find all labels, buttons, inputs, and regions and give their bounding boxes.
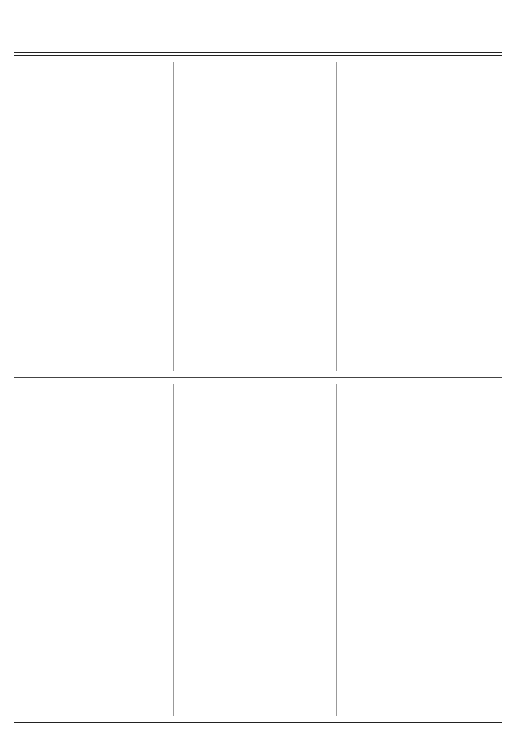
- article-column: [180, 62, 330, 371]
- column-divider: [173, 62, 174, 371]
- article-column: [180, 384, 330, 716]
- column-divider: [336, 62, 337, 371]
- article-column: [18, 384, 168, 716]
- footer-rule: [14, 722, 502, 723]
- article-column: [18, 62, 168, 371]
- lower-tier: [18, 384, 498, 716]
- column-divider: [173, 384, 174, 716]
- article-column: [343, 384, 498, 716]
- article-column: [343, 62, 498, 371]
- header-rule: [14, 52, 502, 53]
- header-rule: [14, 55, 502, 56]
- column-divider: [336, 384, 337, 716]
- upper-tier: [18, 62, 498, 371]
- tier-divider: [14, 377, 502, 378]
- newsletter-header: [0, 0, 516, 56]
